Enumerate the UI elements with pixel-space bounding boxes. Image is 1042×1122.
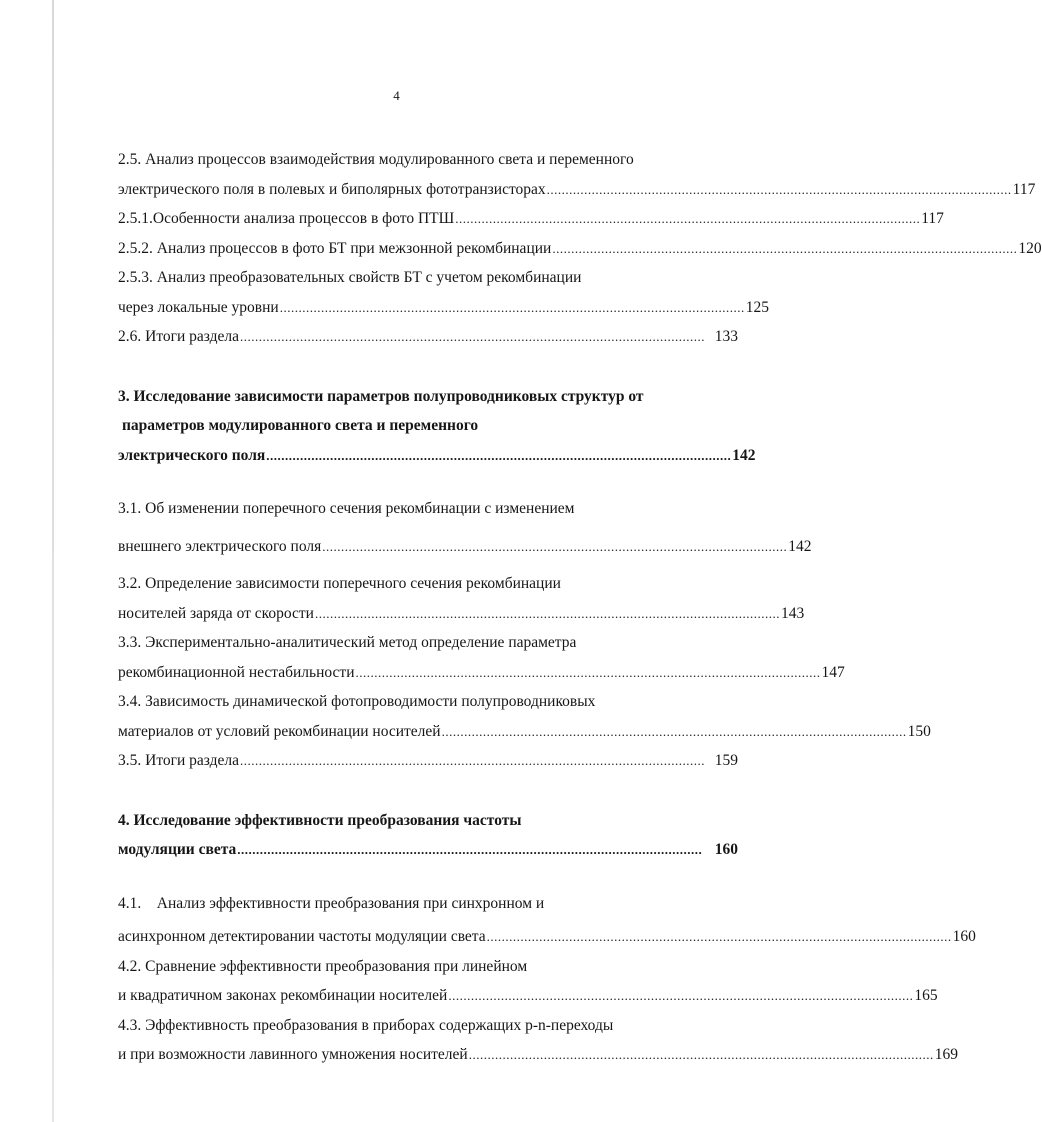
toc-entry: 3.4. Зависимость динамической фотопроводимости полупроводниковых bbox=[118, 693, 596, 710]
toc-entry: электрического поля в полевых и биполярных фототранзисторах ............................................................................................................................ 117 bbox=[118, 180, 1036, 198]
toc-entry: 2.5.2. Анализ процессов в фото БТ при межзонной рекомбинации ............................................................................................................................ 120 bbox=[118, 239, 1042, 257]
toc-chapter-heading: электрического поля ............................................................................................................................ 142 bbox=[118, 446, 756, 464]
toc-entry: 2.5.3. Анализ преобразовательных свойств БТ с учетом рекомбинации bbox=[118, 269, 582, 286]
toc-entry: внешнего электрического поля ............................................................................................................................ 142 bbox=[118, 537, 812, 555]
toc-entry: носителей заряда от скорости ............................................................................................................................ 143 bbox=[118, 604, 805, 622]
toc-chapter-heading: 4. Исследование эффективности преобразования частоты bbox=[118, 811, 522, 829]
toc-entry: асинхронном детектировании частоты модуляции света ............................................................................................................................ 160 bbox=[118, 928, 976, 945]
toc-entry: 4.2. Сравнение эффективности преобразования при линейном bbox=[118, 957, 528, 975]
scan-edge bbox=[52, 0, 54, 1122]
toc-entry: и квадратичном законах рекомбинации носителей ............................................................................................................................ 165 bbox=[118, 987, 938, 1004]
toc-entry: 3.3. Экспериментально-аналитический метод определение параметра bbox=[118, 634, 577, 651]
page-number: 4 bbox=[393, 88, 400, 103]
table-of-contents bbox=[118, 145, 1042, 1070]
toc-entry: материалов от условий рекомбинации носителей ............................................................................................................................ 150 bbox=[118, 722, 931, 740]
toc-entry: 3.5. Итоги раздела ............................................................................................................................ 159 bbox=[118, 752, 738, 769]
toc-entry: 2.5. Анализ процессов взаимодействия модулированного света и переменного bbox=[118, 151, 634, 168]
toc-entry: 2.6. Итоги раздела ............................................................................................................................ 133 bbox=[118, 328, 738, 345]
toc-entry: 4.1. Анализ эффективности преобразования при синхронном и bbox=[118, 894, 545, 912]
toc-entry: 3.2. Определение зависимости поперечного сечения рекомбинации bbox=[118, 575, 561, 592]
toc-chapter-heading: модуляции света ............................................................................................................................ 160 bbox=[118, 841, 738, 858]
toc-entry: 3.1. Об изменении поперечного сечения рекомбинации с изменением bbox=[118, 500, 575, 517]
toc-chapter-heading: параметров модулированного света и переменного bbox=[122, 417, 479, 434]
toc-entry: 2.5.1.Особенности анализа процессов в фото ПТШ ............................................................................................................................ 117 bbox=[118, 210, 944, 227]
toc-entry: 4.3. Эффективность преобразования в приборах содержащих p-n-переходы bbox=[118, 1016, 614, 1034]
toc-entry: и при возможности лавинного умножения носителей ............................................................................................................................ 169 bbox=[118, 1046, 958, 1063]
toc-entry: рекомбинационной нестабильности ............................................................................................................................ 147 bbox=[118, 663, 845, 681]
toc-chapter-heading: 3. Исследование зависимости параметров полупроводниковых структур от bbox=[118, 387, 644, 405]
toc-entry: через локальные уровни ............................................................................................................................ 125 bbox=[118, 298, 769, 316]
